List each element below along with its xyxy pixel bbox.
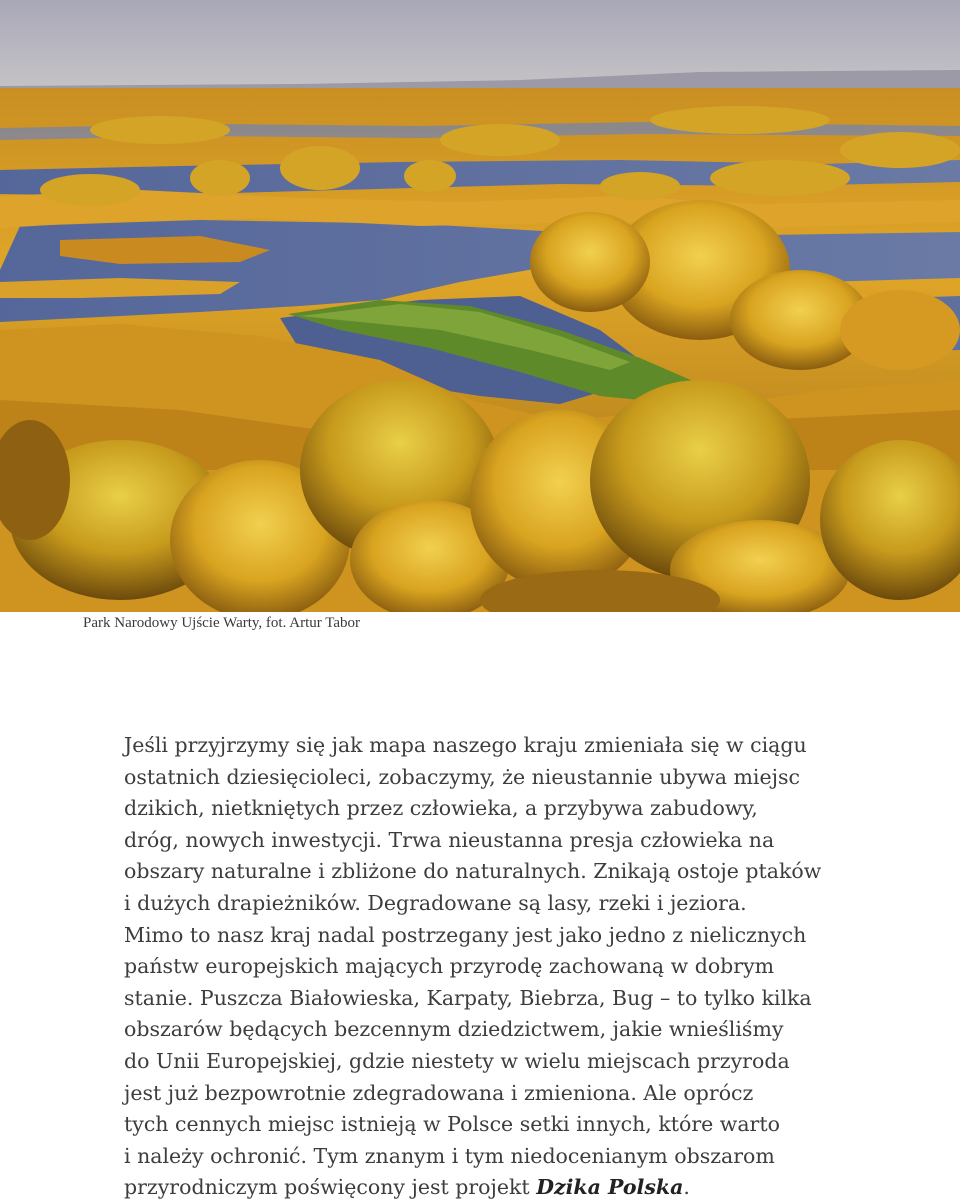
paragraph-line: i dużych drapieżników. Degradowane są lasy, rzeki i jeziora. bbox=[124, 890, 747, 915]
project-name: Dzika Polska bbox=[536, 1175, 684, 1200]
paragraph-line-text: przyrodniczym poświęcony jest projekt bbox=[124, 1175, 537, 1200]
paragraph-line: jest już bezpowrotnie zdegradowana i zmieniona. Ale oprócz bbox=[124, 1080, 754, 1105]
paragraph-line: Jeśli przyjrzymy się jak mapa naszego kraju zmieniała się w ciągu bbox=[124, 733, 807, 757]
paragraph-line: dzikich, nietkniętych przez człowieka, a przybywa zabudowy, bbox=[124, 796, 758, 821]
end-punctuation: . bbox=[683, 1175, 690, 1200]
paragraph-line: i należy ochronić. Tym znanym i tym niedocenianym obszarom bbox=[124, 1143, 775, 1168]
paragraph-line: dróg, nowych inwestycji. Trwa nieustanna presja człowieka na bbox=[124, 827, 775, 852]
paragraph-line: stanie. Puszcza Białowieska, Karpaty, Biebrza, Bug – to tylko kilka bbox=[124, 985, 812, 1010]
paragraph-line: państw europejskich mających przyrodę zachowaną w dobrym bbox=[124, 954, 775, 979]
paragraph-line: tych cennych miejsc istnieją w Polsce setki innych, które warto bbox=[124, 1112, 780, 1137]
paragraph-line: Mimo to nasz kraj nadal postrzegany jest jako jedno z nielicznych bbox=[124, 922, 807, 947]
paragraph-line: obszarów będących bezcennym dziedzictwem, jakie wnieśliśmy bbox=[124, 1017, 784, 1042]
article-paragraph bbox=[124, 730, 864, 1204]
photo-caption: Park Narodowy Ujście Warty, fot. Artur Tabor bbox=[83, 615, 360, 631]
paragraph-line: ostatnich dziesięcioleci, zobaczymy, że nieustannie ubywa miejsc bbox=[124, 764, 800, 789]
paragraph-last-line bbox=[124, 1172, 864, 1204]
paragraph-line: do Unii Europejskiej, gdzie niestety w wielu miejscach przyroda bbox=[124, 1048, 790, 1073]
paragraph-line: obszary naturalne i zbliżone do naturalnych. Znikają ostoje ptaków bbox=[124, 859, 822, 884]
